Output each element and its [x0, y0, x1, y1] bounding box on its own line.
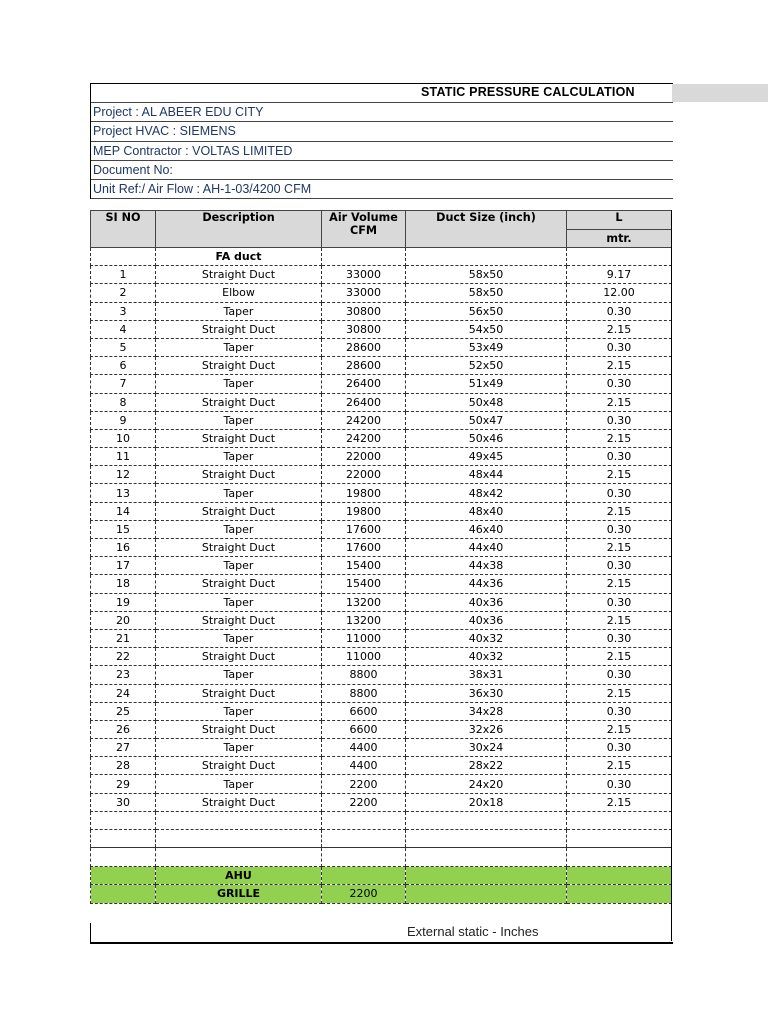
cell-description: Taper — [156, 629, 322, 647]
cell-description: Straight Duct — [156, 720, 322, 738]
header-row — [91, 211, 672, 230]
empty-cell — [322, 811, 406, 829]
cell-length: 2.15 — [567, 611, 672, 629]
cell-description: Straight Duct — [156, 793, 322, 811]
title-row — [91, 84, 673, 103]
cell-length: 0.30 — [567, 375, 672, 393]
cell-description: Straight Duct — [156, 757, 322, 775]
cell-sino: 15 — [91, 520, 156, 538]
cell-sino: 12 — [91, 466, 156, 484]
empty-cell — [406, 811, 567, 829]
empty-cell — [406, 885, 567, 903]
cell-description: Taper — [156, 338, 322, 356]
cell-duct-size: 44x38 — [406, 557, 567, 575]
cell-air-volume: 6600 — [322, 720, 406, 738]
table-row — [91, 557, 672, 575]
cell-sino: 20 — [91, 611, 156, 629]
cell-length: 2.15 — [567, 684, 672, 702]
cell-air-volume: 13200 — [322, 611, 406, 629]
document-no-row: Document No: — [91, 161, 673, 180]
cell-air-volume: 2200 — [322, 775, 406, 793]
cell-length: 0.30 — [567, 520, 672, 538]
header-length-unit: mtr. — [567, 229, 672, 248]
cell-description: Straight Duct — [156, 684, 322, 702]
cell-length: 2.15 — [567, 466, 672, 484]
cell-sino: 9 — [91, 411, 156, 429]
document-header — [90, 83, 673, 199]
cell-description: Straight Duct — [156, 357, 322, 375]
cell-duct-size: 58x50 — [406, 266, 567, 284]
cell-air-volume: 15400 — [322, 575, 406, 593]
unit-ref-row: Unit Ref:/ Air Flow : AH-1-03/4200 CFM — [91, 180, 673, 199]
cell-sino: 16 — [91, 539, 156, 557]
cell-length: 2.15 — [567, 757, 672, 775]
cell-air-volume: 8800 — [322, 666, 406, 684]
cell-length: 0.30 — [567, 666, 672, 684]
cell-length: 0.30 — [567, 629, 672, 647]
cell-length: 2.15 — [567, 393, 672, 411]
empty-cell — [567, 848, 672, 867]
table-row — [91, 629, 672, 647]
cell-air-volume: 15400 — [322, 557, 406, 575]
cell-air-volume: 17600 — [322, 539, 406, 557]
table-row — [91, 266, 672, 284]
cell-description: Taper — [156, 557, 322, 575]
project-hvac-row: Project HVAC : SIEMENS — [91, 122, 673, 141]
table-row — [91, 793, 672, 811]
table-row — [91, 539, 672, 557]
empty-cell — [322, 867, 406, 885]
cell-air-volume: 22000 — [322, 466, 406, 484]
cell-description: Elbow — [156, 284, 322, 302]
header-description: Description — [156, 211, 322, 248]
cell-sino: 10 — [91, 429, 156, 447]
grille-air-volume: 2200 — [322, 885, 406, 903]
header-sino: SI NO — [91, 211, 156, 248]
cell-sino: 30 — [91, 793, 156, 811]
header-length: L — [567, 211, 672, 230]
table-row — [91, 302, 672, 320]
ahu-label: AHU — [156, 867, 322, 885]
table-row — [91, 666, 672, 684]
cell-duct-size: 56x50 — [406, 302, 567, 320]
cell-duct-size: 34x28 — [406, 702, 567, 720]
cell-sino: 27 — [91, 739, 156, 757]
cell-description: Taper — [156, 448, 322, 466]
table-row — [91, 484, 672, 502]
cell-description: Straight Duct — [156, 266, 322, 284]
cell-length: 2.15 — [567, 539, 672, 557]
cell-duct-size: 30x24 — [406, 739, 567, 757]
cell-duct-size: 40x36 — [406, 611, 567, 629]
table-row — [91, 320, 672, 338]
cell-length: 0.30 — [567, 593, 672, 611]
cell-air-volume: 26400 — [322, 375, 406, 393]
cell-length: 2.15 — [567, 320, 672, 338]
cell-duct-size: 54x50 — [406, 320, 567, 338]
cell-sino: 5 — [91, 338, 156, 356]
cell-description: Taper — [156, 666, 322, 684]
cell-description: Taper — [156, 739, 322, 757]
blank-row — [91, 811, 672, 829]
table-row — [91, 757, 672, 775]
cell-air-volume: 24200 — [322, 411, 406, 429]
empty-cell — [91, 867, 156, 885]
cell-sino: 6 — [91, 357, 156, 375]
cell-length: 2.15 — [567, 720, 672, 738]
empty-cell — [91, 830, 156, 848]
grille-row — [91, 885, 672, 903]
cell-length: 2.15 — [567, 502, 672, 520]
calculation-table — [90, 210, 672, 904]
cell-duct-size: 50x48 — [406, 393, 567, 411]
cell-description: Straight Duct — [156, 393, 322, 411]
cell-duct-size: 44x40 — [406, 539, 567, 557]
table-row — [91, 775, 672, 793]
empty-cell — [156, 848, 322, 867]
cell-length: 0.30 — [567, 702, 672, 720]
table-row — [91, 684, 672, 702]
table-row — [91, 357, 672, 375]
cell-description: Straight Duct — [156, 611, 322, 629]
table-row — [91, 448, 672, 466]
external-static-label: External static - Inches — [407, 924, 539, 939]
cell-description: Straight Duct — [156, 539, 322, 557]
blank-row — [91, 848, 672, 867]
cell-duct-size: 32x26 — [406, 720, 567, 738]
title-band-fill — [672, 84, 768, 102]
cell-length: 12.00 — [567, 284, 672, 302]
cell-sino: 14 — [91, 502, 156, 520]
cell-description: Taper — [156, 375, 322, 393]
empty-cell — [91, 811, 156, 829]
cell-description: Taper — [156, 411, 322, 429]
mep-contractor-row: MEP Contractor : VOLTAS LIMITED — [91, 142, 673, 161]
cell-length: 0.30 — [567, 739, 672, 757]
cell-duct-size: 40x32 — [406, 629, 567, 647]
table-row — [91, 702, 672, 720]
cell-air-volume: 24200 — [322, 429, 406, 447]
cell-sino: 28 — [91, 757, 156, 775]
cell-description: Taper — [156, 775, 322, 793]
cell-duct-size: 48x44 — [406, 466, 567, 484]
section-row — [91, 248, 672, 266]
header-duct-size: Duct Size (inch) — [406, 211, 567, 248]
empty-cell — [567, 867, 672, 885]
cell-length: 2.15 — [567, 429, 672, 447]
cell-description: Straight Duct — [156, 575, 322, 593]
cell-duct-size: 20x18 — [406, 793, 567, 811]
table-row — [91, 739, 672, 757]
cell-description: Taper — [156, 484, 322, 502]
table-row — [91, 593, 672, 611]
cell-sino: 19 — [91, 593, 156, 611]
cell-duct-size: 51x49 — [406, 375, 567, 393]
empty-cell — [567, 830, 672, 848]
cell-sino: 25 — [91, 702, 156, 720]
cell-duct-size: 49x45 — [406, 448, 567, 466]
ahu-row — [91, 867, 672, 885]
cell-length: 0.30 — [567, 448, 672, 466]
cell-sino: 21 — [91, 629, 156, 647]
cell-length: 0.30 — [567, 484, 672, 502]
cell-sino: 13 — [91, 484, 156, 502]
cell-sino: 17 — [91, 557, 156, 575]
empty-cell — [567, 811, 672, 829]
cell-duct-size: 40x36 — [406, 593, 567, 611]
cell-duct-size: 53x49 — [406, 338, 567, 356]
cell-description: Straight Duct — [156, 648, 322, 666]
table-row — [91, 393, 672, 411]
cell-air-volume: 11000 — [322, 648, 406, 666]
cell-duct-size: 40x32 — [406, 648, 567, 666]
cell-sino: 23 — [91, 666, 156, 684]
cell-duct-size: 28x22 — [406, 757, 567, 775]
cell-duct-size: 46x40 — [406, 520, 567, 538]
empty-cell — [322, 848, 406, 867]
table-row — [91, 720, 672, 738]
cell-sino: 11 — [91, 448, 156, 466]
cell-sino: 29 — [91, 775, 156, 793]
cell-air-volume: 2200 — [322, 793, 406, 811]
cell-air-volume: 4400 — [322, 757, 406, 775]
cell-length: 2.15 — [567, 793, 672, 811]
cell-sino: 8 — [91, 393, 156, 411]
empty-cell — [156, 830, 322, 848]
empty-cell — [567, 885, 672, 903]
table-row — [91, 284, 672, 302]
cell-sino: 22 — [91, 648, 156, 666]
cell-duct-size: 36x30 — [406, 684, 567, 702]
cell-air-volume: 26400 — [322, 393, 406, 411]
cell-air-volume: 17600 — [322, 520, 406, 538]
cell-sino: 24 — [91, 684, 156, 702]
cell-sino: 7 — [91, 375, 156, 393]
cell-air-volume: 33000 — [322, 284, 406, 302]
cell-sino: 1 — [91, 266, 156, 284]
cell-sino: 26 — [91, 720, 156, 738]
table-row — [91, 375, 672, 393]
empty-cell — [406, 830, 567, 848]
cell-air-volume: 30800 — [322, 302, 406, 320]
cell-description: Taper — [156, 302, 322, 320]
cell-description: Straight Duct — [156, 429, 322, 447]
cell-air-volume: 30800 — [322, 320, 406, 338]
cell-description: Taper — [156, 593, 322, 611]
empty-cell — [91, 885, 156, 903]
cell-length: 0.30 — [567, 302, 672, 320]
cell-duct-size: 24x20 — [406, 775, 567, 793]
cell-length: 0.30 — [567, 338, 672, 356]
cell-duct-size: 48x42 — [406, 484, 567, 502]
table-row — [91, 338, 672, 356]
table-row — [91, 466, 672, 484]
cell-description: Straight Duct — [156, 320, 322, 338]
cell-air-volume: 13200 — [322, 593, 406, 611]
blank-row — [91, 830, 672, 848]
footer-row — [90, 923, 673, 944]
table-row — [91, 502, 672, 520]
cell-air-volume: 19800 — [322, 484, 406, 502]
cell-air-volume: 19800 — [322, 502, 406, 520]
cell-duct-size: 52x50 — [406, 357, 567, 375]
cell-air-volume: 6600 — [322, 702, 406, 720]
table-row — [91, 648, 672, 666]
cell-description: Straight Duct — [156, 502, 322, 520]
cell-sino: 4 — [91, 320, 156, 338]
cell-description: Straight Duct — [156, 466, 322, 484]
cell-sino: 18 — [91, 575, 156, 593]
empty-cell — [91, 848, 156, 867]
header-air-volume: Air Volume CFM — [322, 211, 406, 248]
cell-duct-size: 50x47 — [406, 411, 567, 429]
cell-length: 0.30 — [567, 411, 672, 429]
cell-air-volume: 33000 — [322, 266, 406, 284]
cell-duct-size: 48x40 — [406, 502, 567, 520]
empty-cell — [322, 830, 406, 848]
cell-length: 2.15 — [567, 648, 672, 666]
cell-air-volume: 8800 — [322, 684, 406, 702]
empty-cell — [406, 867, 567, 885]
cell-length: 9.17 — [567, 266, 672, 284]
empty-cell — [156, 811, 322, 829]
grille-label: GRILLE — [156, 885, 322, 903]
table-row — [91, 429, 672, 447]
cell-air-volume: 4400 — [322, 739, 406, 757]
table-row — [91, 575, 672, 593]
cell-duct-size: 58x50 — [406, 284, 567, 302]
cell-air-volume: 28600 — [322, 338, 406, 356]
cell-duct-size: 44x36 — [406, 575, 567, 593]
section-label: FA duct — [156, 248, 322, 266]
cell-length: 2.15 — [567, 575, 672, 593]
table-row — [91, 411, 672, 429]
cell-duct-size: 50x46 — [406, 429, 567, 447]
page-title: STATIC PRESSURE CALCULATION — [421, 85, 635, 99]
cell-sino: 3 — [91, 302, 156, 320]
cell-air-volume: 11000 — [322, 629, 406, 647]
cell-air-volume: 22000 — [322, 448, 406, 466]
cell-duct-size: 38x31 — [406, 666, 567, 684]
cell-length: 0.30 — [567, 557, 672, 575]
empty-cell — [406, 848, 567, 867]
cell-air-volume: 28600 — [322, 357, 406, 375]
table-row — [91, 611, 672, 629]
cell-sino: 2 — [91, 284, 156, 302]
cell-length: 0.30 — [567, 775, 672, 793]
table-row — [91, 520, 672, 538]
cell-length: 2.15 — [567, 357, 672, 375]
cell-description: Taper — [156, 520, 322, 538]
project-name-row: Project : AL ABEER EDU CITY — [91, 103, 673, 122]
cell-description: Taper — [156, 702, 322, 720]
